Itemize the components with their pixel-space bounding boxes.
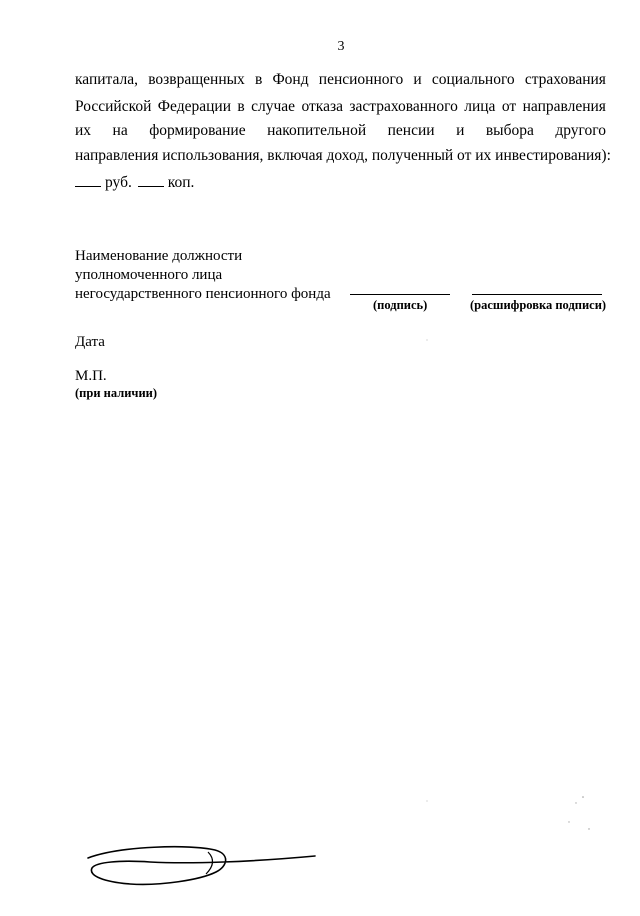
paragraph-word: направления (522, 98, 606, 115)
paragraph-word: направления использования, включая доход, полученный от их инвестирования): (75, 147, 611, 164)
kop-label: коп. (167, 174, 195, 191)
paragraph-word: возвращенных (148, 71, 245, 88)
decode-caption: (расшифровка подписи) (470, 298, 607, 312)
position-title-line-2: уполномоченного лица (75, 267, 223, 283)
paragraph-word: в (237, 98, 245, 115)
paragraph-word: застрахованного (349, 98, 458, 115)
paragraph-word: капитала, (75, 71, 139, 88)
paragraph-word: в (254, 71, 263, 88)
paragraph-word: пенсионного (318, 71, 404, 88)
position-title-line-3: негосударственного пенсионного фонда (75, 286, 331, 302)
paragraph-word: отказа (301, 98, 343, 115)
paragraph-word: и (413, 71, 422, 88)
date-label: Дата (75, 334, 105, 350)
paragraph-word: пенсии (387, 122, 435, 139)
page-number: 3 (337, 39, 345, 54)
paragraph-word: на (112, 122, 128, 139)
stamp-label: М.П. (75, 368, 107, 384)
paragraph-word: Фонд (272, 71, 309, 88)
paragraph-word: и (456, 122, 465, 139)
signature-caption: (подпись) (373, 298, 428, 312)
position-title-line-1: Наименование должности (75, 248, 243, 264)
stamp-note: (при наличии) (75, 386, 158, 400)
paragraph-word: случае (251, 98, 296, 115)
paragraph-word: страхования (524, 71, 606, 88)
paragraph-word: Федерации (157, 98, 231, 115)
paragraph-word: социального (431, 71, 515, 88)
paragraph-word: выбора (485, 122, 534, 139)
paragraph-word: формирование (149, 122, 246, 139)
paragraph-word: от (501, 98, 517, 115)
paragraph-word: Российской (75, 98, 152, 115)
paragraph-word: накопительной (267, 122, 367, 139)
rub-label: руб. (105, 174, 132, 191)
paragraph-word: лица (464, 98, 496, 115)
paragraph-word: их (75, 122, 92, 139)
paragraph-word: другого (555, 122, 606, 139)
